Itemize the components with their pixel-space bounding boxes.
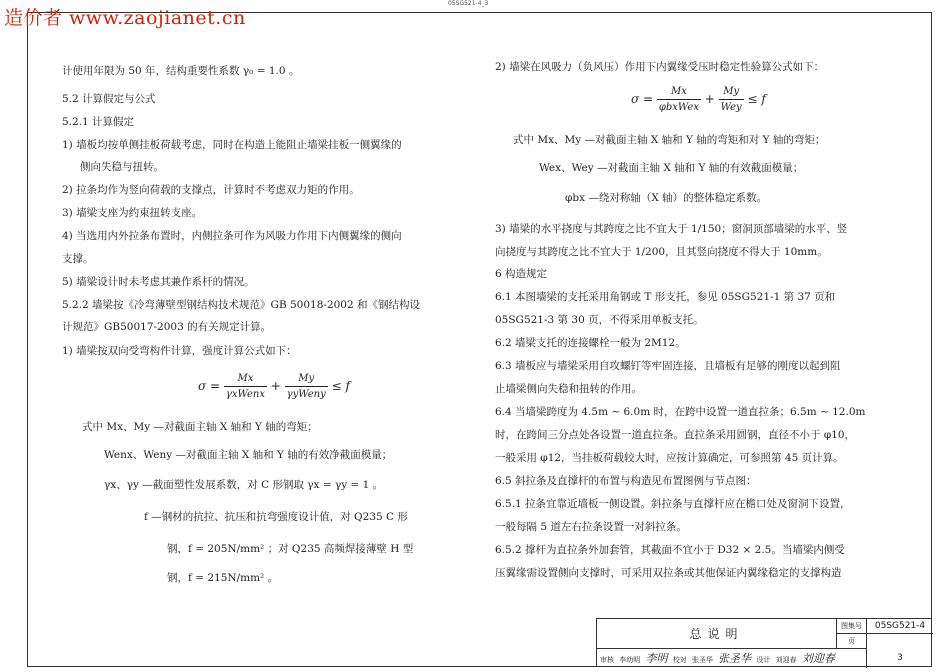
text-line: 5) 墙梁设计时未考虑其兼作系杆的情况。 (62, 276, 255, 288)
signature-row (597, 649, 867, 668)
formula-lhs: σ = (198, 379, 221, 393)
page-label: 页 (837, 634, 867, 649)
formula-fraction (657, 84, 701, 115)
text-line: 一般采用 φ12，当挂板荷载较大时，应按计算确定，可参照第 45 页计算。 (495, 452, 844, 464)
subsection-heading: 5.2.1 计算假定 (62, 116, 135, 128)
text-line: 压翼缘需设置侧向支撑时，可采用双拉条或其他保证内翼缘稳定的支撑构造 (495, 567, 842, 579)
text-line: 支撑。 (62, 253, 94, 265)
section-heading: 6 构造规定 (495, 268, 548, 280)
text-line: φbx —绕对称轴（X 轴）的整体稳定系数。 (565, 192, 768, 204)
formula-fraction (719, 84, 744, 115)
text-line: 3) 墙梁的水平挠度与其跨度之比不宜大于 1/150；窗洞顶部墙梁的水平、竖 (495, 223, 848, 235)
text-line: 式中 Mx、My —对截面主轴 X 轴和 Y 轴的弯矩； (82, 421, 318, 433)
text-line: 止墙梁侧向失稳和扭转的作用。 (495, 383, 642, 395)
text-line: f —钢材的抗拉、抗压和抗弯强度设计值，对 Q235 C 形 (144, 511, 408, 523)
formula-lhs: σ = (631, 92, 654, 106)
text-line: 4) 当选用内外拉条布置时，内侧拉条可作为风吸力作用下内侧翼缘的侧向 (62, 230, 402, 242)
strength-formula: σ = $\frac{Mx}{\text{γxWenx}}$ + $\frac{My}{\text{γyWeny}}$ ≤ f (198, 373, 350, 400)
text-line: 5.2.2 墙梁按《冷弯薄壁型钢结构技术规范》GB 50018-2002 和《钢结构设 (62, 299, 421, 311)
formula-numerator: My (285, 371, 328, 387)
text-line: 侧向失稳与扭转。 (80, 161, 164, 173)
text-line: 向挠度与其跨度之比不宜大于 1/200，且其竖向挠度不得大于 10mm。 (495, 246, 828, 258)
section-heading: 5.2 计算假定与公式 (62, 93, 156, 105)
formula-denominator: γyWeny (286, 389, 326, 400)
text-line: 3) 墙梁支座为约束扭转支座。 (62, 207, 203, 219)
watermark-text: 造价者 www.zaojianet.cn (4, 7, 246, 29)
text-line: 时，在跨间三分点处各设置一道直拉条。直拉条采用圆钢，直径不小于 φ10， (495, 429, 856, 441)
text-line: 式中 Mx、My —对截面主轴 X 轴和 Y 轴的弯矩和对 Y 轴的弯矩； (513, 134, 826, 146)
text-line: 1) 墙板均按单侧挂板荷载考虑，同时在构造上能阻止墙梁挂板一侧翼缘的 (62, 139, 402, 151)
sheet-code-top: 05SG521-4_3 (448, 0, 489, 7)
text-line: 计规范》GB50017-2003 的有关规定计算。 (62, 321, 272, 333)
text-line: Wenx、Weny —对截面主轴 X 轴和 Y 轴的有效净截面模量； (104, 449, 393, 461)
formula-denominator: Wey (720, 102, 742, 113)
formula-fraction (224, 371, 267, 402)
text-line: 6.4 当墙梁跨度为 4.5m ~ 6.0m 时，在跨中设置一道直拉条；6.5m ~ 12.0m (495, 406, 866, 418)
text-line: Wex、Wey —对截面主轴 X 轴和 Y 轴的有效截面模量； (539, 162, 804, 174)
check-label: 校对 (672, 656, 687, 664)
formula-numerator: Mx (224, 371, 267, 387)
text-line: 钢，f = 215N/mm² 。 (167, 572, 279, 584)
page-number: 3 (897, 653, 903, 663)
designer-name: 刘迎春 (775, 656, 797, 664)
text-line: 一般每隔 5 道左右拉条设置一对斜拉条。 (495, 521, 687, 533)
text-line: 2) 墙梁在风吸力（负风压）作用下内翼缘受压时稳定性验算公式如下： (495, 61, 825, 73)
title-block (596, 618, 932, 667)
atlas-label: 图集号 (837, 619, 867, 634)
text-line: 6.3 墙板应与墙梁采用自攻螺钉等牢固连接，且墙板有足够的刚度以起到阻 (495, 360, 841, 372)
formula-rhs: ≤ f (747, 92, 766, 106)
stability-formula: σ = $\frac{Mx}{\text{φbxWex}}$ + $\frac{My}{\text{Wey}}$ ≤ f (631, 86, 766, 113)
review-label: 审核 (600, 656, 614, 664)
atlas-code: 05SG521-4 (867, 619, 933, 634)
reviewer-signature: 李明 (645, 652, 668, 665)
checker-name: 张圣华 (691, 656, 713, 664)
formula-numerator: My (719, 84, 744, 100)
text-line: 6.5.1 拉条宜靠近墙板一侧设置。斜拉条与直撑杆应在檐口处及窗洞下设置， (495, 498, 851, 510)
reviewer-name: 李幼明 (619, 656, 641, 664)
text-line: 计使用年限为 50 年，结构重要性系数 γ₀ = 1.0 。 (62, 65, 300, 77)
text-line: 6.5 斜拉条及直撑杆的布置与构造见布置图例与节点图： (495, 475, 757, 487)
text-line: γx、γy —截面塑性发展系数，对 C 形钢取 γx = γy = 1 。 (104, 479, 384, 491)
design-label: 设计 (756, 656, 771, 664)
formula-denominator: γxWenx (225, 389, 265, 400)
formula-denominator: φbxWex (658, 102, 699, 113)
text-line: 钢，f = 205N/mm² ；对 Q235 高频焊接薄壁 H 型 (167, 543, 414, 555)
text-line: 6.2 墙梁支托的连接螺栓一般为 2M12。 (495, 337, 686, 349)
text-line: 1) 墙梁按双向受弯构件计算，强度计算公式如下： (62, 345, 297, 357)
designer-signature: 刘迎春 (801, 652, 835, 665)
checker-signature: 张圣华 (718, 652, 752, 665)
formula-fraction (285, 371, 328, 402)
text-line: 6.1 本图墙梁的支托采用角钢或 T 形支托，参见 05SG521-1 第 37 页和 (495, 291, 836, 303)
text-line: 05SG521-3 第 30 页，不得采用单板支托。 (495, 314, 704, 326)
text-line: 2) 拉条均作为竖向荷载的支撑点，计算时不考虑双力矩的作用。 (62, 184, 360, 196)
formula-numerator: Mx (657, 84, 701, 100)
formula-rhs: ≤ f (331, 379, 350, 393)
text-line: 6.5.2 撑杆为直拉条外加套管，其截面不宜小于 D32 × 2.5。当墙梁内侧受 (495, 544, 845, 556)
sheet-title: 总说明 (597, 619, 837, 649)
